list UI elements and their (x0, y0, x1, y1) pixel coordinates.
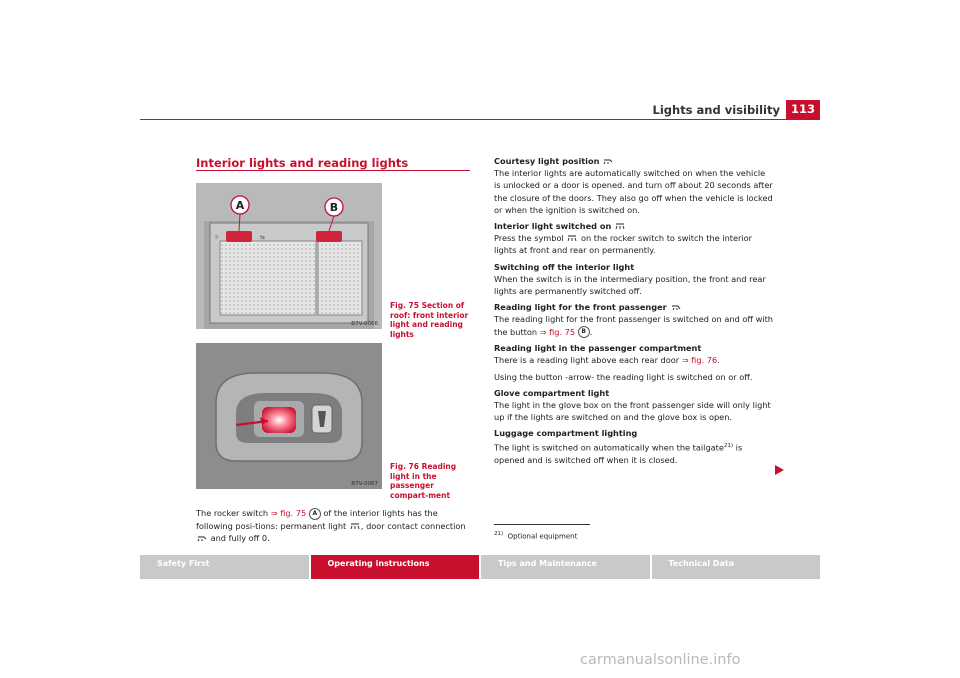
figure-76-image (196, 343, 382, 489)
passenger-heading: Reading light in the passenger compartment (494, 343, 702, 354)
figure-75-code: B7V-0066 (351, 321, 378, 327)
switch-a (226, 231, 252, 242)
right-column: Courtesy light position The interior lights are automatically switched on when the vehicle is unlocked or a door is opened. and turn off about 20 seconds after the closure of the doors. They also go off when the vehicle is locked or when the ignition is switched on. Interior light switched on Press the symbol on the rocker switch to switch the interior lights at front and rear on permanently. Switching off the interior light When the switch is in the intermediary position, the front and rear lights are permanently switched off. Reading light for the front passenger The reading light for the front passenger is switched on and off with the button ⇒ fig. 75 B . Reading light in the passenger compartment There is a reading light above each rear door ⇒ fig. 76. Using the button -arrow- the reading light is switched on or off. Glove compartment light The light in the glove box on the front passenger side will only light up if the lights are switched on and the glove box is open. Luggage compartment lighting The light is switched on automatically when the tailgate$^{21)}$ is opened and is switched off when it is closed. (494, 156, 773, 465)
interior-on-heading: Interior light switched on (494, 220, 774, 232)
switch-b (316, 231, 342, 242)
svg-text:☼: ☼ (214, 234, 220, 241)
courtesy-text: The interior lights are automatically switched on when the vehicle is unlocked or a door is opened. and turn off about 20 seconds after the closure of the doors. They also go off when the vehicle is locked or when the ignition is switched on. (494, 168, 773, 215)
footnote-marker: 21) (723, 442, 734, 449)
badge-a: A (309, 508, 321, 520)
figure-76-caption: Fig. 76 Reading light in the passenger compart-ment (390, 462, 457, 500)
callout-a-label: A (235, 199, 245, 212)
badge-b: B (578, 326, 590, 338)
continue-arrow-icon (775, 465, 784, 475)
callout-b-label: B (329, 201, 339, 214)
permanent-light-icon (350, 523, 360, 530)
door-contact-icon (603, 158, 613, 165)
tab-safety-first[interactable]: Safety First (140, 555, 309, 579)
rocker-switch-paragraph: The rocker switch ⇒ fig. 75 A of the interior lights has the following posi-tions: permanent light , door contact connection and fully off 0. (196, 508, 466, 543)
permanent-light-icon (615, 223, 625, 230)
fig-76-ref-link[interactable]: ⇒ fig. 76 (681, 355, 718, 366)
passenger-reading-light-illustration (196, 343, 382, 489)
off-text: When the switch is in the intermediary position, the front and rear lights are permanently switched off. (494, 273, 766, 297)
footnote: $^{21)}$ Optional equipment (494, 531, 578, 541)
svg-text:⇆: ⇆ (260, 234, 266, 241)
header-divider (140, 119, 820, 120)
watermark: carmanualsonline.info (580, 652, 741, 668)
section-divider (196, 170, 470, 171)
figure-75-image (196, 183, 382, 329)
glove-heading: Glove compartment light (494, 387, 610, 398)
button-text: Using the button -arrow- the reading light is switched on or off. (494, 371, 753, 382)
off-heading: Switching off the interior light (494, 261, 635, 272)
figure-76-code: B7V-0067 (351, 481, 378, 487)
reading-light (262, 407, 296, 433)
tab-technical-data[interactable]: Technical Data (652, 555, 821, 579)
footer-nav (140, 555, 820, 579)
section-title: Interior lights and reading lights (196, 156, 409, 170)
luggage-heading: Luggage compartment lighting (494, 428, 638, 439)
roof-light-illustration (196, 183, 382, 329)
permanent-light-icon (567, 235, 577, 242)
glove-text: The light in the glove box on the front passenger side will only light up if the lights are switched on and the glove box is open. (494, 399, 771, 423)
fig-75-ref-link[interactable]: ⇒ fig. 75 (270, 508, 307, 518)
page-header-title: Lights and visibility (652, 103, 780, 117)
courtesy-heading: Courtesy light position (494, 155, 774, 167)
figure-75-caption: Fig. 75 Section of roof: front interior light and reading lights (390, 301, 469, 339)
page-number: 113 (786, 100, 820, 119)
fig-75-ref-link[interactable]: ⇒ fig. 75 (539, 326, 576, 337)
tab-tips-and-maintenance[interactable]: Tips and Maintenance (481, 555, 650, 579)
front-reading-heading: Reading light for the front passenger (494, 301, 774, 313)
footnote-divider (494, 524, 590, 525)
door-contact-icon (197, 535, 207, 542)
reading-light-icon (671, 304, 681, 311)
tab-operating-instructions[interactable]: Operating instructions (311, 555, 480, 579)
